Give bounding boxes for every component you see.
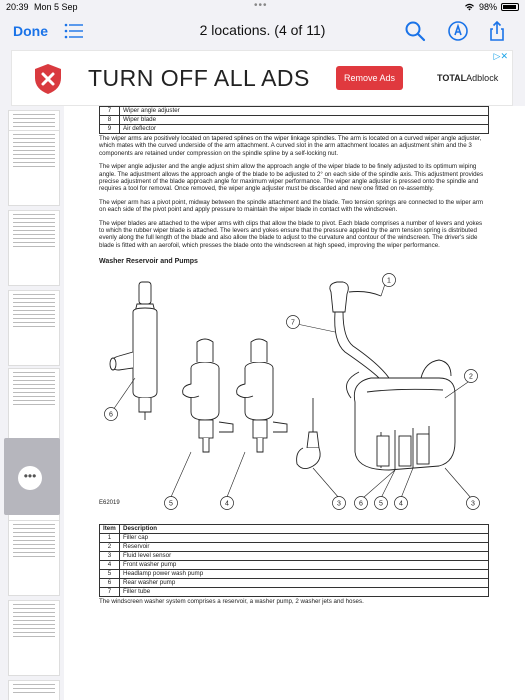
washer-reservoir-diagram <box>99 272 499 522</box>
callout-label: 2 <box>469 373 473 381</box>
ad-title: TURN OFF ALL ADS <box>88 65 310 91</box>
callout-label: 5 <box>169 500 173 508</box>
item-number: 5 <box>100 569 120 578</box>
table-row <box>100 551 489 560</box>
document-page[interactable] <box>64 106 525 700</box>
ad-brand <box>437 73 498 83</box>
items-table <box>99 524 489 597</box>
item-description: Filler tube <box>120 587 489 596</box>
item-description: Rear washer pump <box>120 578 489 587</box>
status-right <box>464 2 519 12</box>
table-row <box>100 125 489 134</box>
column-header: Item <box>100 524 120 533</box>
table-row <box>100 587 489 596</box>
status-date: Mon 5 Sep <box>34 2 78 12</box>
diagram-drawing <box>99 272 499 522</box>
ad-brand-rest: Adblock <box>466 73 499 83</box>
ad-choices-icon[interactable]: ▷✕ <box>493 51 508 61</box>
remove-ads-button[interactable]: Remove Ads <box>336 66 403 90</box>
status-time: 20:39 <box>6 2 29 12</box>
item-number: 6 <box>100 578 120 587</box>
paragraph: The wiper blades are attached to the wiper arms with clips that allow the blade to pivot. Each blade comprises a number of levers and yokes to which the rubber wiper blade is attached. The levers and yokes ensure that the pressure applied by the arm tension spring is distributed evenly along the full length of the blade and also allow the blade to adjust to the curvature and contour of the windscreen. The driver's side blade is fitted with an aerofoil, which presses the blade onto the windscreen at high speed, improving the wiper performance. <box>99 219 483 249</box>
item-number: 9 <box>100 125 120 134</box>
search-icon[interactable] <box>404 20 426 42</box>
table-row <box>100 116 489 125</box>
page-thumbnail[interactable] <box>8 600 60 676</box>
callout-label: 3 <box>337 500 341 508</box>
item-description: Wiper angle adjuster <box>120 107 489 116</box>
table-header-row <box>100 524 489 533</box>
page-thumbnail[interactable] <box>8 210 60 286</box>
item-description: Reservoir <box>120 542 489 551</box>
table-row <box>100 560 489 569</box>
item-number: 3 <box>100 551 120 560</box>
page-thumbnail[interactable] <box>8 680 60 700</box>
item-number: 2 <box>100 542 120 551</box>
ad-banner[interactable] <box>11 50 513 106</box>
table-row <box>100 578 489 587</box>
table-row <box>100 542 489 551</box>
item-number: 7 <box>100 107 120 116</box>
page-thumbnail[interactable] <box>8 368 60 444</box>
table-row <box>100 533 489 542</box>
item-description: Wiper blade <box>120 116 489 125</box>
table-row <box>100 107 489 116</box>
wifi-icon <box>464 3 475 11</box>
table-row <box>100 569 489 578</box>
item-description: Filler cap <box>120 533 489 542</box>
callout-label: 1 <box>387 277 391 285</box>
status-bar <box>0 0 525 14</box>
callout-label: 4 <box>225 500 229 508</box>
item-description: Front washer pump <box>120 560 489 569</box>
markup-icon[interactable] <box>447 20 469 42</box>
battery-icon <box>501 3 519 11</box>
callout-label: 3 <box>471 500 475 508</box>
callout-label: 6 <box>359 500 363 508</box>
ad-brand-bold: TOTAL <box>437 73 467 83</box>
paragraph: The wiper arms are positively located on tapered splines on the wiper linkage spindles. The arm is located on a curved wiper angle adjuster, which mates with the curved underside of the arm attachment. A curved slot in the arm attachment locates an adjustment shim and the 3 components are retained under compression on the spindle spline by a self-locking nut. <box>99 135 482 157</box>
battery-percent: 98% <box>478 2 497 12</box>
paragraph: The wiper arm has a pivot point, midway between the spindle attachment and the blade. Two tension springs are connected to the wiper arm on each side of the pivot point and apply pressure to maintain the wiper blade in contact with the windscreen. <box>99 198 484 214</box>
share-icon[interactable] <box>486 20 508 42</box>
item-description: Fluid level sensor <box>120 551 489 560</box>
callout-label: 6 <box>109 411 113 419</box>
item-number: 4 <box>100 560 120 569</box>
shield-x-icon <box>33 63 63 95</box>
section-heading: Washer Reservoir and Pumps <box>99 258 198 266</box>
item-description: Headlamp power wash pump <box>120 569 489 578</box>
top-items-table <box>99 106 489 134</box>
callout-label: 4 <box>399 500 403 508</box>
figure-reference: E62019 <box>99 499 120 506</box>
done-button[interactable]: Done <box>13 23 48 39</box>
nav-bar <box>0 14 525 48</box>
column-header: Description <box>120 524 489 533</box>
item-number: 1 <box>100 533 120 542</box>
document-content <box>99 106 489 605</box>
item-description: Air deflector <box>120 125 489 134</box>
paragraph: The wiper angle adjuster and the angle adjust shim allow the approach angle of the wiper blade to be finely adjusted to its optimum wiping angle. The adjustment allows the approach angle of the blade to be adjusted to 2° on each side of the spindle axis. This adjustment provides precise adjustment of the blade approach angle for maximum wiper performance. The wiper angle adjuster is pressed onto the spindle and requires a tool for removal. Once removed, the wiper angle adjuster must be discarded and new one fitted on re-assembly. <box>99 163 484 193</box>
closing-paragraph: The windscreen washer system comprises a reservoir, a washer pump, 2 washer jets and hoses. <box>99 597 364 605</box>
callout-label: 5 <box>379 500 383 508</box>
item-number: 8 <box>100 116 120 125</box>
multitasking-dots-icon[interactable]: ••• <box>254 0 268 11</box>
item-number: 7 <box>100 587 120 596</box>
thumbnail-sidebar[interactable] <box>0 106 63 700</box>
page-title: 2 locations. (4 of 11) <box>199 22 326 38</box>
page-thumbnail[interactable] <box>8 520 60 596</box>
page-thumbnail[interactable] <box>8 130 60 206</box>
page-thumbnail[interactable] <box>8 290 60 366</box>
more-options-icon[interactable]: ••• <box>18 466 42 490</box>
callout-label: 7 <box>291 319 295 327</box>
